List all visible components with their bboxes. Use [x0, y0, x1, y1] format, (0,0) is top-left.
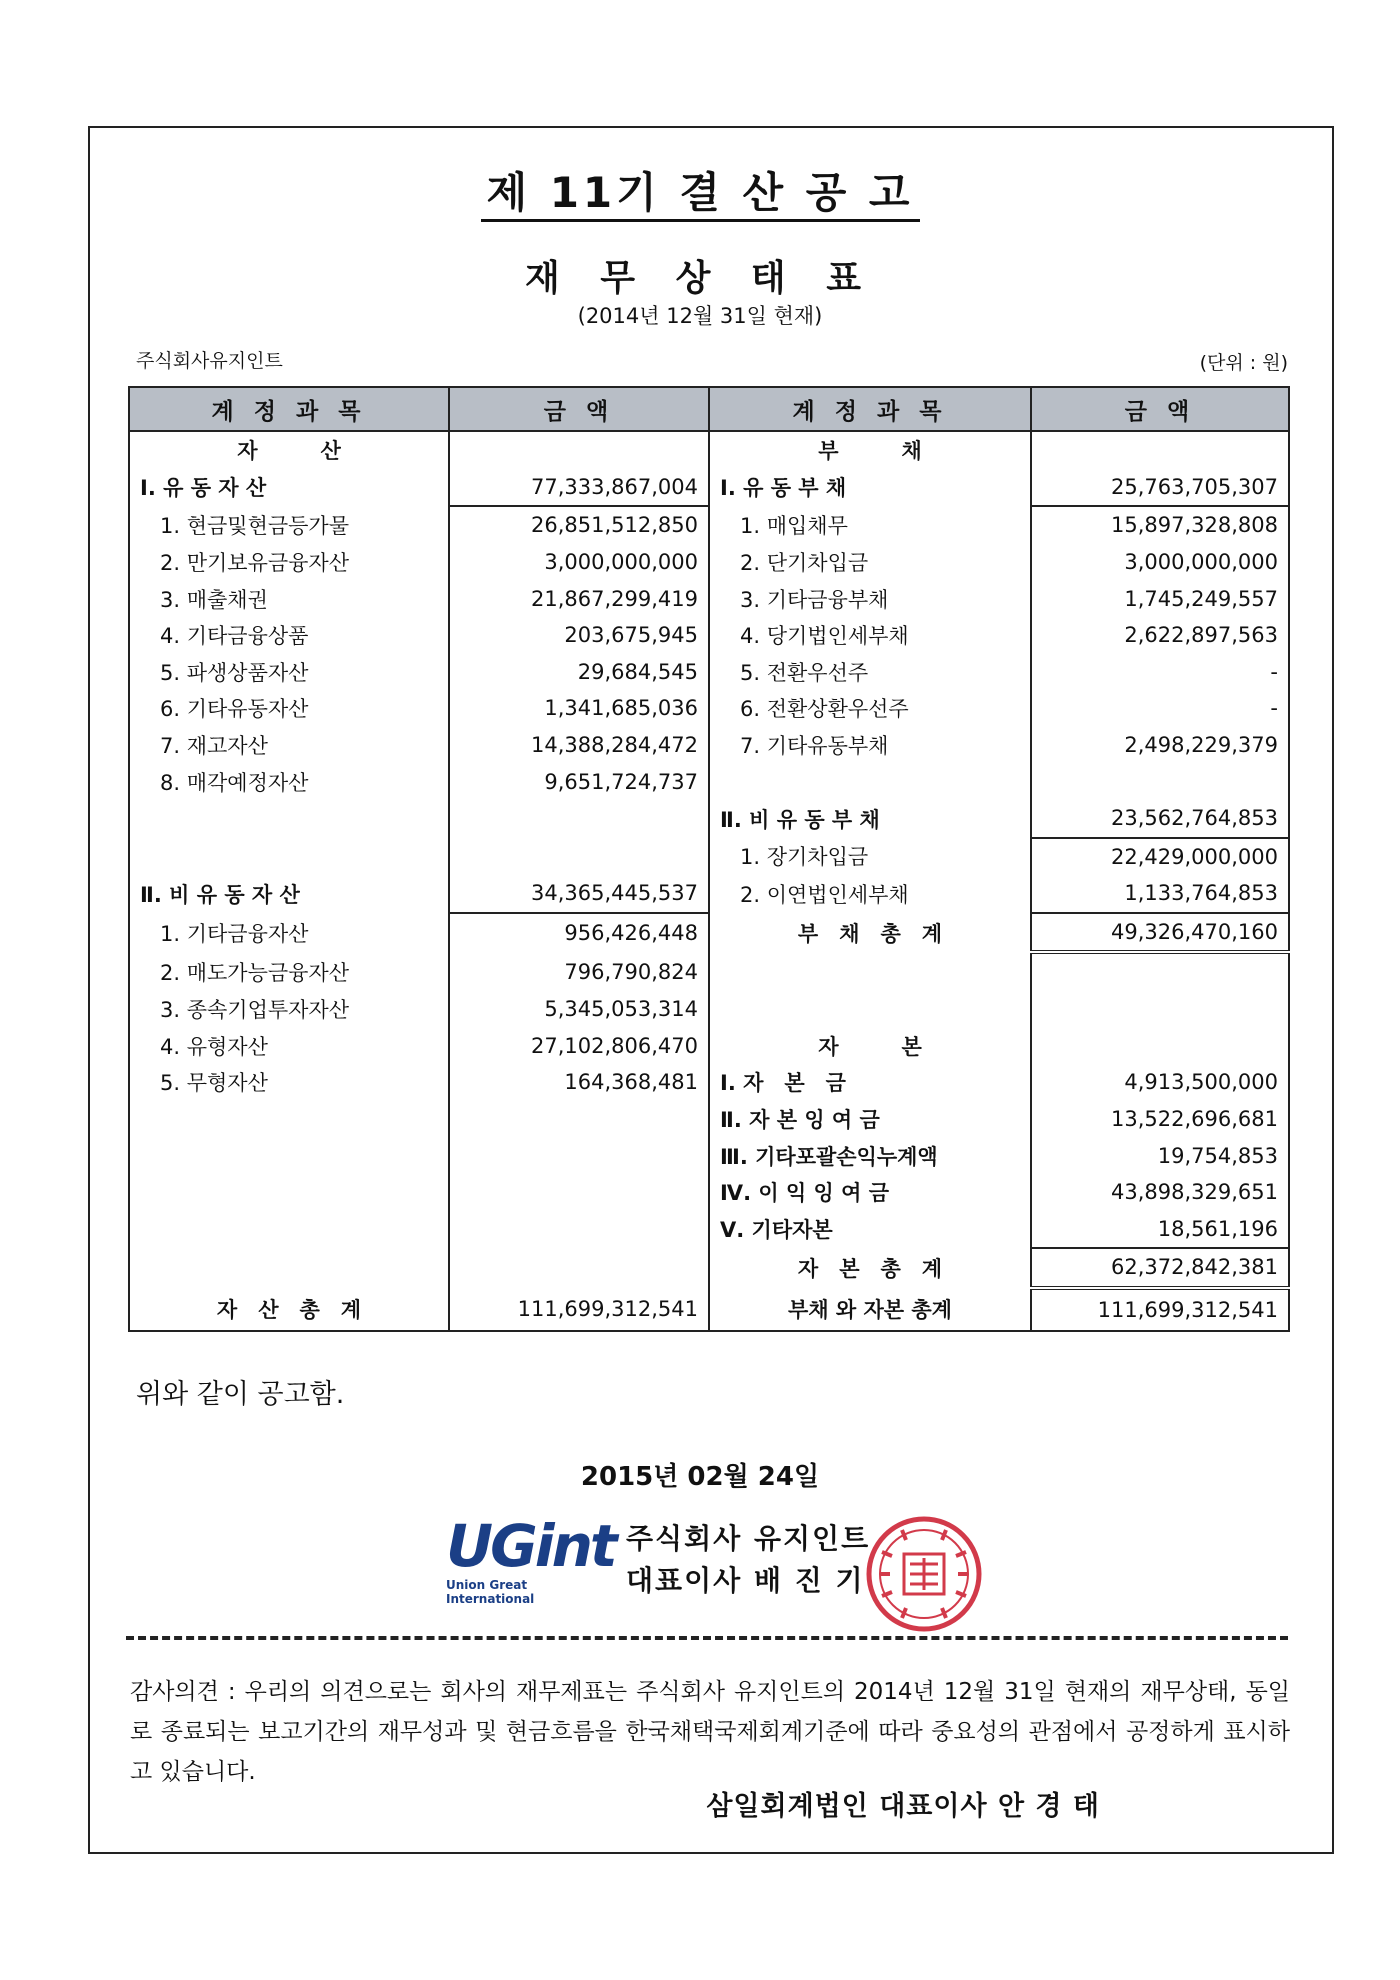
amount-left: 1,341,685,036 [449, 690, 709, 727]
closing-statement: 위와 같이 공고함. [136, 1379, 345, 1410]
amount-left: 5,345,053,314 [449, 991, 709, 1028]
table-row [129, 1174, 1289, 1211]
account-name-left [129, 838, 449, 876]
table-row [129, 838, 1289, 876]
amount-right: 15,897,328,808 [1031, 506, 1289, 544]
amount-left: 3,000,000,000 [449, 544, 709, 581]
account-name-right: 부 채 총 계 [709, 913, 1031, 953]
signer-block [626, 1518, 870, 1602]
amount-right: 2,622,897,563 [1031, 617, 1289, 654]
amount-right: 23,562,764,853 [1031, 800, 1289, 838]
account-name-right: Ⅰ. 유 동 부 채 [709, 469, 1031, 507]
account-name-left: 7. 재고자산 [129, 727, 449, 764]
amount-left [449, 1174, 709, 1211]
unit-note: (단위 : 원) [1199, 352, 1288, 374]
account-name-right: 자 본 [709, 1028, 1031, 1065]
amount-left: 203,675,945 [449, 617, 709, 654]
account-name-right: 2. 이연법인세부채 [709, 875, 1031, 913]
account-name-right: 3. 기타금융부채 [709, 580, 1031, 617]
amount-left [449, 1137, 709, 1174]
account-name-left: 8. 매각예정자산 [129, 763, 449, 800]
amount-left: 77,333,867,004 [449, 469, 709, 507]
account-name-right: Ⅳ. 이 익 잉 여 금 [709, 1174, 1031, 1211]
table-row [129, 763, 1289, 800]
account-name-right: 1. 장기차입금 [709, 838, 1031, 876]
statement-title: 재 무 상 태 표 [524, 258, 875, 299]
amount-left [449, 1101, 709, 1138]
account-name-left: 자 산 총 계 [129, 1288, 449, 1331]
account-name-left: Ⅰ. 유 동 자 산 [129, 469, 449, 507]
amount-left: 26,851,512,850 [449, 506, 709, 544]
company-seal-icon [862, 1512, 986, 1636]
table-row [129, 617, 1289, 654]
table-row [129, 690, 1289, 727]
table-row [129, 1210, 1289, 1248]
table-row [129, 506, 1289, 544]
table-row [129, 580, 1289, 617]
account-name-right: Ⅱ. 자 본 잉 여 금 [709, 1101, 1031, 1138]
amount-right: 111,699,312,541 [1031, 1288, 1289, 1331]
amount-left [449, 800, 709, 838]
amount-left [449, 1210, 709, 1248]
account-name-left: 3. 종속기업투자자산 [129, 991, 449, 1028]
table-row [129, 1064, 1289, 1101]
amount-right [1031, 991, 1289, 1028]
amount-right [1031, 431, 1289, 469]
amount-right: 22,429,000,000 [1031, 838, 1289, 876]
amount-left [449, 431, 709, 469]
table-row [129, 1101, 1289, 1138]
amount-right: 1,745,249,557 [1031, 580, 1289, 617]
signer-company: 주식회사 유지인트 [626, 1522, 871, 1555]
amount-left: 796,790,824 [449, 952, 709, 991]
table-row [129, 913, 1289, 953]
amount-right [1031, 1028, 1289, 1065]
amount-left: 956,426,448 [449, 913, 709, 953]
account-name-left: 4. 유형자산 [129, 1028, 449, 1065]
table-row [129, 800, 1289, 838]
publication-date: 2015년 02월 24일 [580, 1462, 820, 1492]
table-row [129, 991, 1289, 1028]
amount-left: 29,684,545 [449, 654, 709, 691]
account-name-left [129, 1248, 449, 1288]
amount-right: 13,522,696,681 [1031, 1101, 1289, 1138]
account-name-left: 2. 매도가능금융자산 [129, 952, 449, 991]
signer-ceo: 대표이사 배 진 기 [626, 1564, 865, 1597]
amount-right: 18,561,196 [1031, 1210, 1289, 1248]
amount-right: 3,000,000,000 [1031, 544, 1289, 581]
account-name-left: 자 산 [129, 431, 449, 469]
table-row [129, 1028, 1289, 1065]
amount-left: 21,867,299,419 [449, 580, 709, 617]
col-header-amount-left: 금 액 [449, 387, 709, 431]
account-name-left: 5. 무형자산 [129, 1064, 449, 1101]
amount-right [1031, 763, 1289, 800]
account-name-left [129, 800, 449, 838]
amount-left [449, 1248, 709, 1288]
table-row [129, 1137, 1289, 1174]
account-name-right [709, 991, 1031, 1028]
account-name-left: 3. 매출채권 [129, 580, 449, 617]
amount-right: - [1031, 654, 1289, 691]
amount-left: 34,365,445,537 [449, 875, 709, 913]
amount-left [449, 838, 709, 876]
account-name-right [709, 952, 1031, 991]
table-row [129, 469, 1289, 507]
account-name-left [129, 1137, 449, 1174]
account-name-right: 부채 와 자본 총계 [709, 1288, 1031, 1331]
amount-left: 164,368,481 [449, 1064, 709, 1101]
account-name-left: 5. 파생상품자산 [129, 654, 449, 691]
amount-right: 43,898,329,651 [1031, 1174, 1289, 1211]
table-row [129, 1288, 1289, 1331]
account-name-right: Ⅴ. 기타자본 [709, 1210, 1031, 1248]
amount-left: 14,388,284,472 [449, 727, 709, 764]
account-name-right: Ⅲ. 기타포괄손익누계액 [709, 1137, 1031, 1174]
dashed-divider [126, 1636, 1288, 1640]
account-name-right: Ⅰ. 자 본 금 [709, 1064, 1031, 1101]
company-name: 주식회사유지인트 [136, 350, 283, 372]
account-name-right: 4. 당기법인세부채 [709, 617, 1031, 654]
table-header-row [129, 387, 1289, 431]
audit-opinion: 감사의견 : 우리의 의견으로는 회사의 재무제표는 주식회사 유지인트의 2014년 12월 31일 현재의 재무상태, 동일로 종료되는 보고기간의 재무성과 및 현금흐름을 한국채택국제회계기준에 따라 중요성의 관점에서 공정하게 표시하고 있습니다. [130, 1679, 1290, 1785]
account-name-right [709, 763, 1031, 800]
account-name-left: Ⅱ. 비 유 동 자 산 [129, 875, 449, 913]
balance-sheet-table [128, 386, 1290, 1332]
col-header-account-left: 계 정 과 목 [129, 387, 449, 431]
account-name-right: 5. 전환우선주 [709, 654, 1031, 691]
col-header-account-right: 계 정 과 목 [709, 387, 1031, 431]
amount-right: 49,326,470,160 [1031, 913, 1289, 953]
auditor-signature: 삼일회계법인 대표이사 안 경 태 [706, 1791, 1100, 1822]
table-row [129, 431, 1289, 469]
table-row [129, 654, 1289, 691]
account-name-right: 2. 단기차입금 [709, 544, 1031, 581]
table-row [129, 1248, 1289, 1288]
account-name-right: 부 채 [709, 431, 1031, 469]
amount-right: 25,763,705,307 [1031, 469, 1289, 507]
amount-left: 9,651,724,737 [449, 763, 709, 800]
account-name-right: 6. 전환상환우선주 [709, 690, 1031, 727]
account-name-left: 4. 기타금융상품 [129, 617, 449, 654]
table-row [129, 544, 1289, 581]
table-row [129, 952, 1289, 991]
amount-right: - [1031, 690, 1289, 727]
table-row [129, 727, 1289, 764]
notice-title: 제 11기 결 산 공 고 [0, 160, 1400, 220]
account-name-left [129, 1174, 449, 1211]
amount-right: 1,133,764,853 [1031, 875, 1289, 913]
account-name-left: 2. 만기보유금융자산 [129, 544, 449, 581]
account-name-right: Ⅱ. 비 유 동 부 채 [709, 800, 1031, 838]
account-name-left: 1. 기타금융자산 [129, 913, 449, 953]
account-name-left: 6. 기타유동자산 [129, 690, 449, 727]
account-name-left: 1. 현금및현금등가물 [129, 506, 449, 544]
amount-right: 62,372,842,381 [1031, 1248, 1289, 1288]
col-header-amount-right: 금 액 [1031, 387, 1289, 431]
account-name-left [129, 1210, 449, 1248]
amount-left: 111,699,312,541 [449, 1288, 709, 1331]
company-logo: UGint Union Great International [446, 1512, 615, 1606]
amount-left: 27,102,806,470 [449, 1028, 709, 1065]
amount-right: 2,498,229,379 [1031, 727, 1289, 764]
amount-right [1031, 952, 1289, 991]
account-name-right: 자 본 총 계 [709, 1248, 1031, 1288]
amount-right: 4,913,500,000 [1031, 1064, 1289, 1101]
amount-right: 19,754,853 [1031, 1137, 1289, 1174]
table-row [129, 875, 1289, 913]
account-name-right: 1. 매입채무 [709, 506, 1031, 544]
statement-date: (2014년 12월 31일 현재) [577, 304, 823, 328]
account-name-left [129, 1101, 449, 1138]
account-name-right: 7. 기타유동부채 [709, 727, 1031, 764]
